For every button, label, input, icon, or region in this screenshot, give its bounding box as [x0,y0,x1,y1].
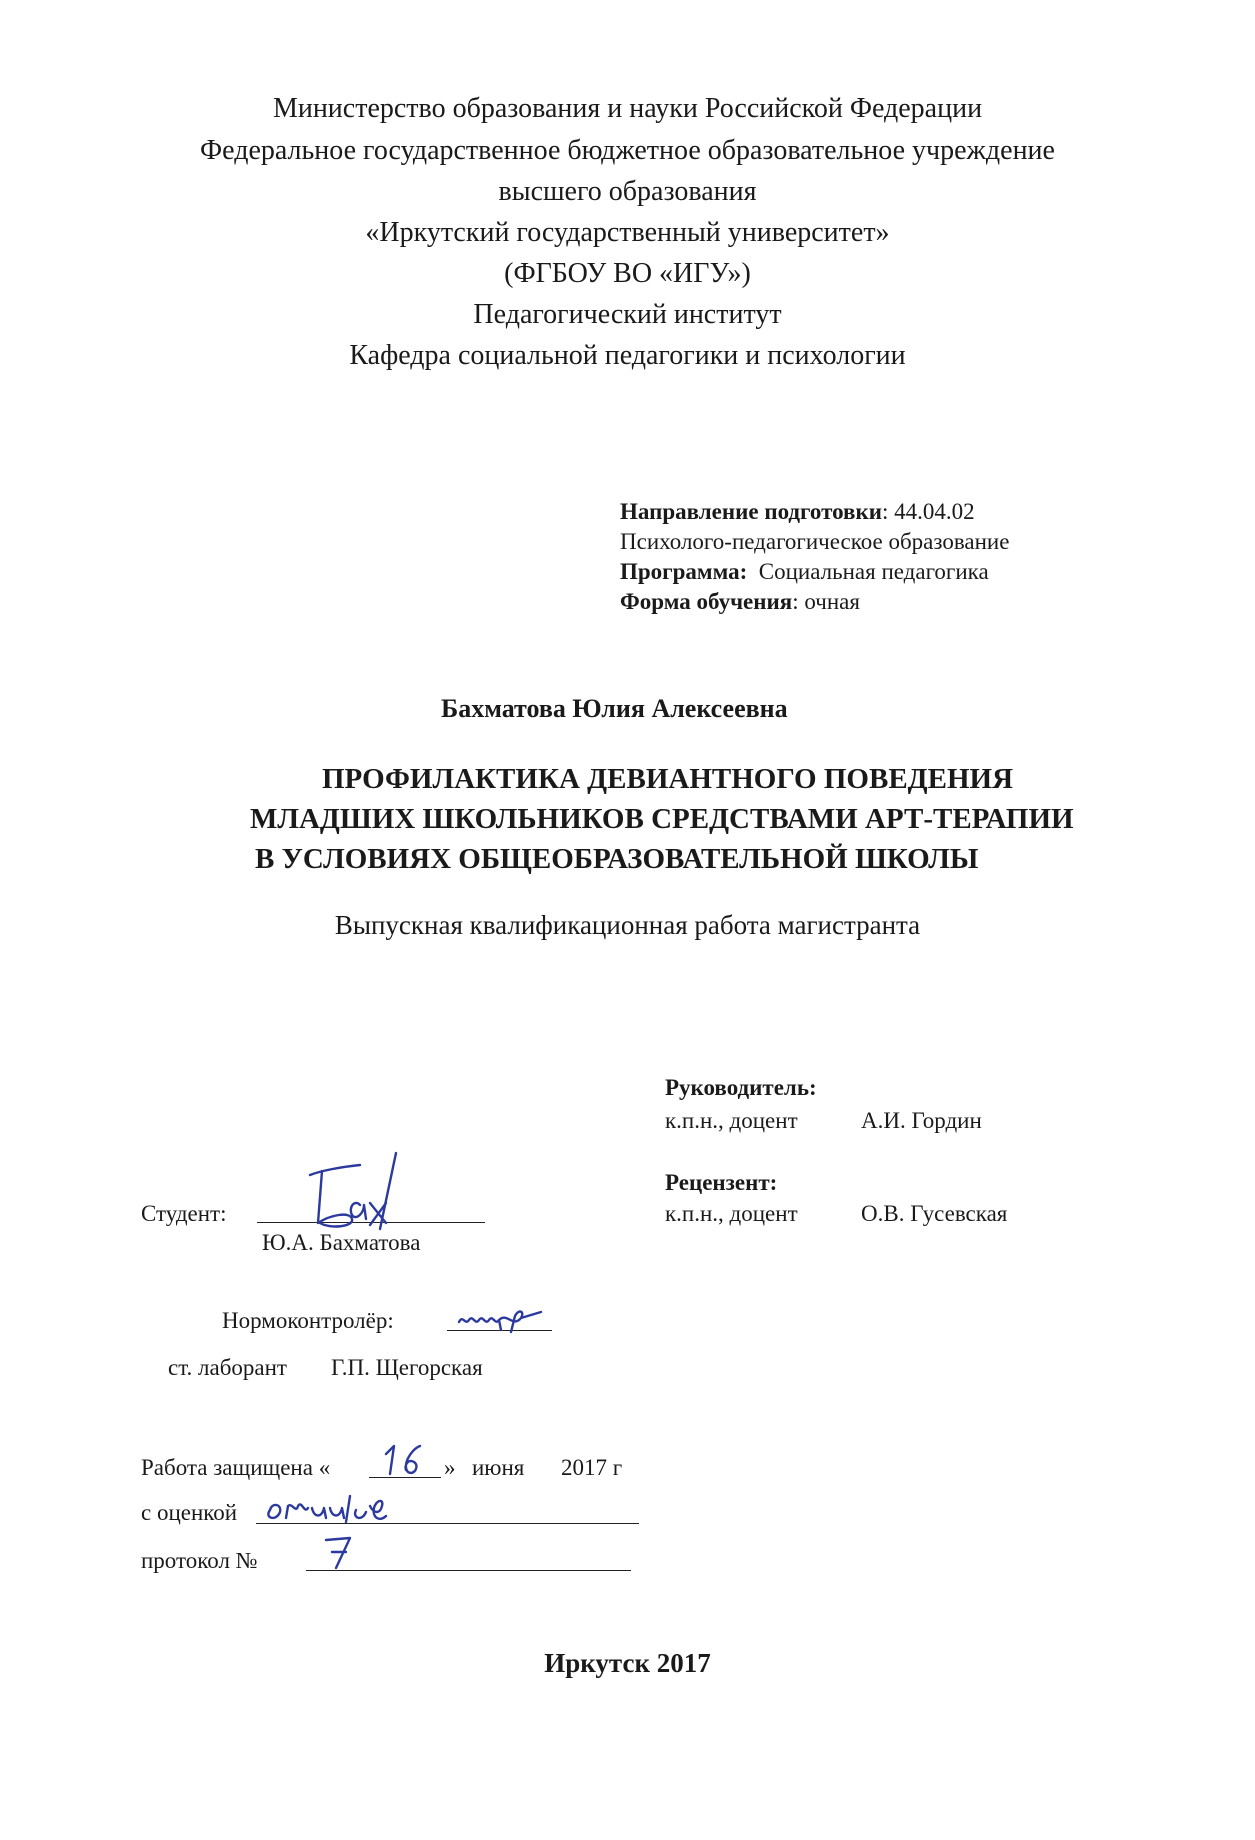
normcontrol-name: Г.П. Щегорская [331,1355,483,1380]
direction-label: Направление подготовки [620,499,882,524]
training-direction [620,497,975,526]
training-form [620,587,860,616]
program-label: Программа: [620,559,748,584]
form-label: Форма обучения [620,589,793,614]
student-signature [300,1145,420,1240]
title-line-3: В УСЛОВИЯХ ОБЩЕОБРАЗОВАТЕЛЬНОЙ ШКОЛЫ [255,843,979,875]
work-type: Выпускная квалификационная работа магистранта [334,910,921,940]
defense-prefix: Работа защищена « [141,1455,331,1480]
direction-value: : 44.04.02 [881,499,975,524]
grade-handwritten [262,1488,462,1533]
university-name: «Иркутский государственный университет» [365,217,890,248]
defense-month: июня [472,1455,525,1480]
education-level-line: высшего образования [498,176,757,207]
program-value: Социальная педагогика [758,559,989,584]
ministry-line: Министерство образования и науки Российской Федерации [272,93,983,124]
title-line-1: ПРОФИЛАКТИКА ДЕВИАНТНОГО ПОВЕДЕНИЯ [322,763,1014,795]
institute-name: Педагогический институт [473,299,782,330]
defense-suffix: » [444,1455,456,1480]
university-abbr: (ФГБОУ ВО «ИГУ») [504,258,751,289]
protocol-number [320,1532,360,1577]
student-name: Ю.А. Бахматова [262,1230,421,1255]
student-label: Студент: [141,1201,227,1226]
direction-name: Психолого-педагогическое образование [620,529,1010,554]
reviewer-name: О.В. Гусевская [861,1201,1008,1226]
reviewer-label: Рецензент: [665,1170,778,1195]
form-value: : очная [792,589,860,614]
protocol-label: протокол № [141,1548,258,1573]
grade-label: с оценкой [141,1500,238,1525]
defense-day [380,1440,440,1485]
normcontrol-signature [455,1302,545,1341]
title-line-2: МЛАДШИХ ШКОЛЬНИКОВ СРЕДСТВАМИ АРТ-ТЕРАПИИ [250,803,1074,835]
normcontrol-position: ст. лаборант [168,1355,287,1380]
supervisor-name: А.И. Гордин [861,1108,982,1133]
supervisor-degree: к.п.н., доцент [665,1108,798,1133]
department-name: Кафедра социальной педагогики и психологии [349,340,906,371]
author-name: Бахматова Юлия Алексеевна [441,694,788,723]
institution-type-line: Федеральное государственное бюджетное образовательное учреждение [200,135,1055,166]
defense-year: 2017 г [561,1455,623,1480]
training-program [620,557,989,586]
supervisor-label: Руководитель: [665,1075,817,1100]
footer-city-year: Иркутск 2017 [544,1648,711,1678]
normcontrol-label: Нормоконтролёр: [222,1308,394,1333]
reviewer-degree: к.п.н., доцент [665,1201,798,1226]
